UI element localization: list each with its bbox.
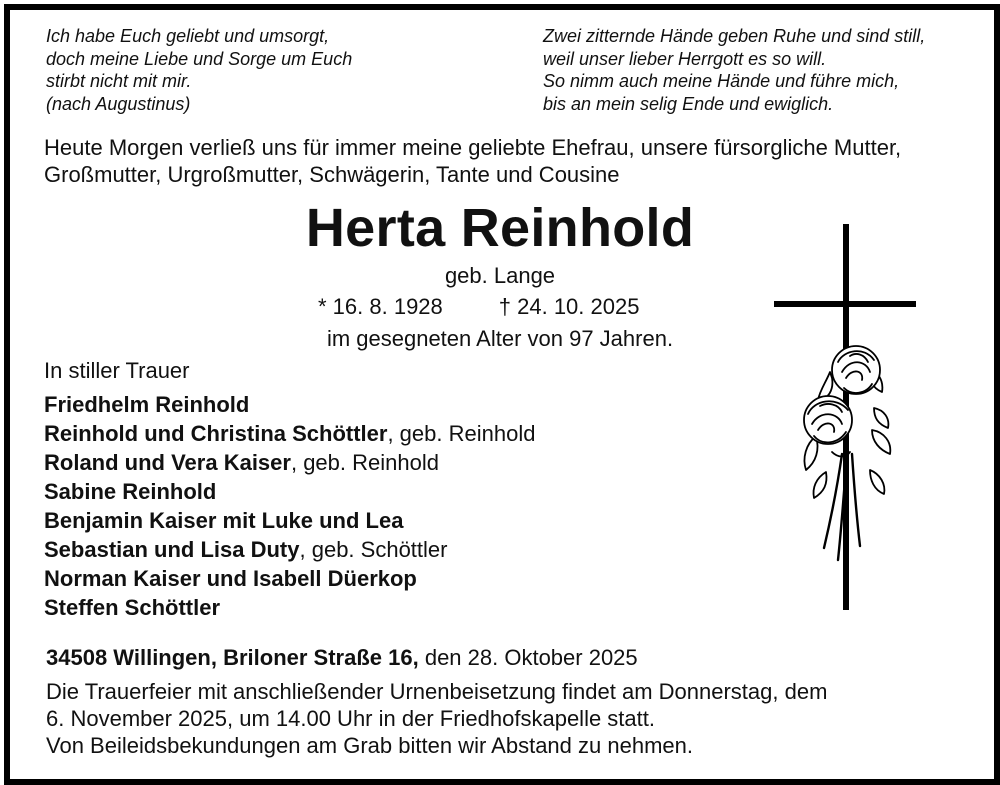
family-member-name: Roland und Vera Kaiser [44,450,291,475]
family-row [44,506,535,535]
poem-left-line: (nach Augustinus) [46,93,191,114]
announcement-intro [44,134,974,188]
poem-right-line: weil unser lieber Herrgott es so will. [543,48,827,69]
notice-date: den 28. Oktober 2025 [418,645,638,670]
family-row [44,477,535,506]
poem-left [46,25,352,115]
cross-with-roses-icon [772,222,922,614]
life-dates [318,292,639,322]
family-row [44,390,535,419]
service-line: 6. November 2025, um 14.00 Uhr in der Friedhofskapelle statt. [46,706,655,731]
family-member-suffix: , geb. Schöttler [299,537,448,562]
family-member-name: Norman Kaiser und Isabell Düerkop [44,566,417,591]
family-list [44,390,535,622]
family-member-suffix: , geb. Reinhold [290,450,439,475]
family-row [44,419,535,448]
poem-right-line: Zwei zitternde Hände geben Ruhe und sind still, [543,26,926,46]
poem-left-line: stirbt nicht mit mir. [46,71,192,91]
poem-right-line: bis an mein selig Ende und ewiglich. [543,93,834,114]
family-member-name: Steffen Schöttler [44,595,221,620]
age-text: im gesegneten Alter von 97 Jahren. [326,326,674,351]
family-member-name: Reinhold und Christina Schöttler [44,421,388,446]
poem-left-line: doch meine Liebe und Sorge um Euch [46,48,353,69]
poem-right-line: So nimm auch meine Hände und führe mich, [543,71,900,91]
family-row [44,564,535,593]
family-row [44,448,535,477]
family-row [44,535,535,564]
family-member-name: Friedhelm Reinhold [44,392,250,417]
family-member-name: Sebastian und Lisa Duty [44,537,300,562]
address: 34508 Willingen, Briloner Straße 16, [46,645,419,670]
intro-line: Großmutter, Urgroßmutter, Schwägerin, Tante und Cousine [44,162,620,187]
service-line: Die Trauerfeier mit anschließender Urnenbeisetzung findet am Donnerstag, dem [46,679,828,704]
service-info [46,678,827,759]
place-and-date [46,643,638,673]
deceased-name: Herta Reinhold [305,198,695,258]
birth-date: * 16. 8. 1928 [318,294,443,319]
maiden-name: geb. Lange [444,263,556,288]
mourning-label: In stiller Trauer [44,358,190,383]
service-line: Von Beileidsbekundungen am Grab bitten wir Abstand zu nehmen. [46,733,693,758]
intro-line: Heute Morgen verließ uns für immer meine geliebte Ehefrau, unsere fürsorgliche Mutter, [44,135,902,160]
poem-left-line: Ich habe Euch geliebt und umsorgt, [46,26,330,46]
family-member-name: Benjamin Kaiser mit Luke und Lea [44,508,404,533]
family-member-suffix: , geb. Reinhold [387,421,536,446]
family-row [44,593,535,622]
family-member-name: Sabine Reinhold [44,479,217,504]
poem-right [543,25,925,115]
death-date: † 24. 10. 2025 [498,294,640,319]
